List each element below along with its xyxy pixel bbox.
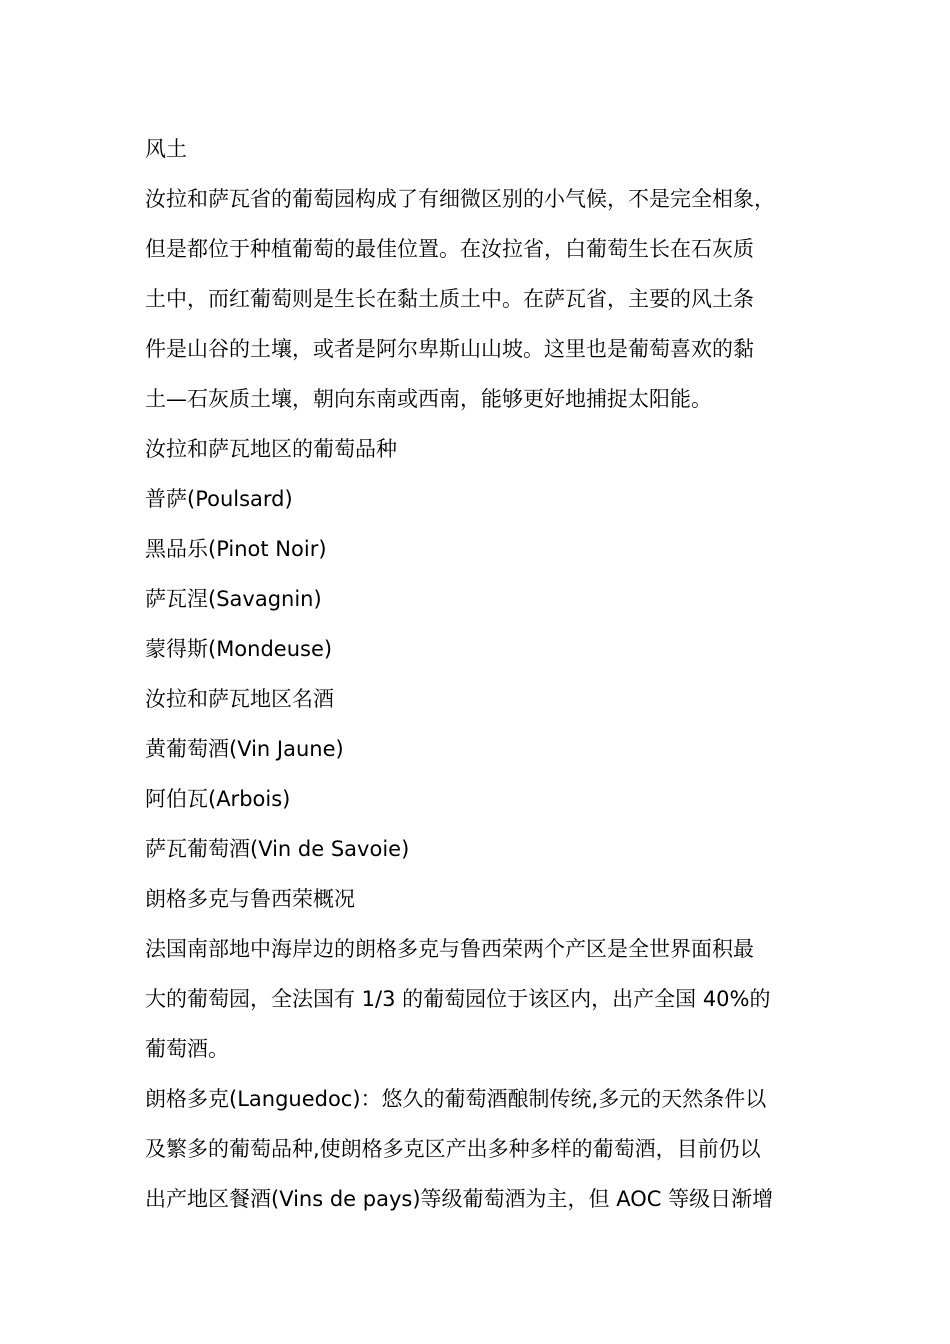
- section-heading-terroir: 风土: [145, 137, 187, 161]
- list-item: 黑品乐(Pinot Noir): [145, 537, 327, 561]
- list-item: 萨瓦葡萄酒(Vin de Savoie): [145, 837, 410, 861]
- list-item: 阿伯瓦(Arbois): [145, 787, 291, 811]
- paragraph-line: 汝拉和萨瓦省的葡萄园构成了有细微区别的小气候，不是完全相象，: [145, 187, 775, 211]
- section-heading-languedoc-overview: 朗格多克与鲁西荣概况: [145, 887, 355, 911]
- paragraph-line: 土—石灰质土壤，朝向东南或西南，能够更好地捕捉太阳能。: [145, 387, 712, 411]
- paragraph-line: 出产地区餐酒(Vins de pays)等级葡萄酒为主，但 AOC 等级日渐增: [145, 1187, 774, 1211]
- list-item: 普萨(Poulsard): [145, 487, 293, 511]
- list-item: 蒙得斯(Mondeuse): [145, 637, 333, 661]
- paragraph-line: 葡萄酒。: [145, 1037, 229, 1061]
- paragraph-line: 及繁多的葡萄品种,使朗格多克区产出多种多样的葡萄酒，目前仍以: [145, 1137, 761, 1161]
- section-heading-grape-varieties: 汝拉和萨瓦地区的葡萄品种: [145, 437, 397, 461]
- paragraph-line: 法国南部地中海岸边的朗格多克与鲁西荣两个产区是全世界面积最: [145, 937, 754, 961]
- paragraph-line: 件是山谷的土壤，或者是阿尔卑斯山山坡。这里也是葡萄喜欢的黏: [145, 337, 754, 361]
- document-body: [145, 124, 825, 1224]
- paragraph-line: 朗格多克(Languedoc)：悠久的葡萄酒酿制传统,多元的天然条件以: [145, 1087, 767, 1111]
- section-heading-famous-wines: 汝拉和萨瓦地区名酒: [145, 687, 334, 711]
- paragraph-line: 大的葡萄园，全法国有 1/3 的葡萄园位于该区内，出产全国 40%的: [145, 987, 771, 1011]
- list-item: 黄葡萄酒(Vin Jaune): [145, 737, 344, 761]
- list-item: 萨瓦涅(Savagnin): [145, 587, 322, 611]
- paragraph-line: 土中，而红葡萄则是生长在黏土质土中。在萨瓦省，主要的风土条: [145, 287, 754, 311]
- paragraph-line: 但是都位于种植葡萄的最佳位置。在汝拉省，白葡萄生长在石灰质: [145, 237, 754, 261]
